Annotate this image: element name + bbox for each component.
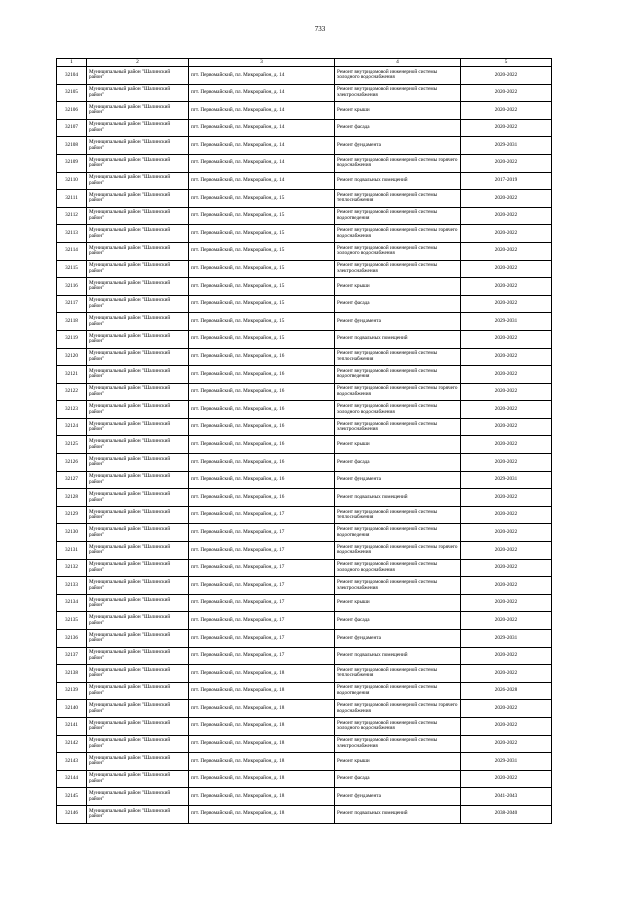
table-row bbox=[57, 383, 552, 401]
row-number-cell: 32143 bbox=[57, 753, 87, 771]
table-row bbox=[57, 577, 552, 595]
period-cell: 2020-2022 bbox=[461, 735, 552, 753]
period-cell: 2020-2022 bbox=[461, 700, 552, 718]
table-row bbox=[57, 401, 552, 419]
district-cell: Муниципальный район "Шалинский район" bbox=[87, 542, 189, 560]
district-cell: Муниципальный район "Шалинский район" bbox=[87, 154, 189, 172]
row-number-cell: 32123 bbox=[57, 401, 87, 419]
period-cell: 2020-2022 bbox=[461, 612, 552, 630]
district-cell: Муниципальный район "Шалинский район" bbox=[87, 436, 189, 454]
row-number-cell: 32104 bbox=[57, 67, 87, 85]
district-cell: Муниципальный район "Шалинский район" bbox=[87, 225, 189, 243]
table-row bbox=[57, 278, 552, 296]
address-cell: пгт. Первомайский, пл. Микрорайон, д. 15 bbox=[189, 242, 335, 260]
district-cell: Муниципальный район "Шалинский район" bbox=[87, 717, 189, 735]
work-type-cell: Ремонт внутридомовой инженерной системы холодного водоснабжения bbox=[335, 67, 461, 85]
address-cell: пгт. Первомайский, пл. Микрорайон, д. 18 bbox=[189, 770, 335, 788]
work-type-cell: Ремонт внутридомовой инженерной системы теплоснабжения bbox=[335, 506, 461, 524]
address-cell: пгт. Первомайский, пл. Микрорайон, д. 15 bbox=[189, 190, 335, 208]
district-cell: Муниципальный район "Шалинский район" bbox=[87, 119, 189, 137]
row-number-cell: 32110 bbox=[57, 172, 87, 190]
work-type-cell: Ремонт внутридомовой инженерной системы водоотведения bbox=[335, 682, 461, 700]
row-number-cell: 32125 bbox=[57, 436, 87, 454]
period-cell: 2020-2022 bbox=[461, 717, 552, 735]
row-number-cell: 32106 bbox=[57, 102, 87, 120]
column-header: 3 bbox=[189, 59, 335, 67]
work-type-cell: Ремонт внутридомовой инженерной системы холодного водоснабжения bbox=[335, 242, 461, 260]
work-type-cell: Ремонт внутридомовой инженерной системы электроснабжения bbox=[335, 418, 461, 436]
work-type-cell: Ремонт фасада bbox=[335, 770, 461, 788]
table-row bbox=[57, 717, 552, 735]
table-row bbox=[57, 542, 552, 560]
table-header-row bbox=[57, 59, 552, 67]
table-row bbox=[57, 313, 552, 331]
period-cell: 2020-2022 bbox=[461, 665, 552, 683]
work-type-cell: Ремонт фундамента bbox=[335, 630, 461, 648]
row-number-cell: 32113 bbox=[57, 225, 87, 243]
work-type-cell: Ремонт крыши bbox=[335, 436, 461, 454]
address-cell: пгт. Первомайский, пл. Микрорайон, д. 17 bbox=[189, 542, 335, 560]
period-cell: 2020-2022 bbox=[461, 154, 552, 172]
work-type-cell: Ремонт внутридомовой инженерной системы электроснабжения bbox=[335, 577, 461, 595]
row-number-cell: 32114 bbox=[57, 242, 87, 260]
address-cell: пгт. Первомайский, пл. Микрорайон, д. 18 bbox=[189, 682, 335, 700]
page-number: 733 bbox=[314, 25, 326, 33]
period-cell: 2029-2031 bbox=[461, 471, 552, 489]
address-cell: пгт. Первомайский, пл. Микрорайон, д. 16 bbox=[189, 436, 335, 454]
table-row bbox=[57, 454, 552, 472]
work-type-cell: Ремонт внутридомовой инженерной системы холодного водоснабжения bbox=[335, 717, 461, 735]
address-cell: пгт. Первомайский, пл. Микрорайон, д. 17 bbox=[189, 506, 335, 524]
table-row bbox=[57, 225, 552, 243]
row-number-cell: 32112 bbox=[57, 207, 87, 225]
address-cell: пгт. Первомайский, пл. Микрорайон, д. 16 bbox=[189, 489, 335, 507]
period-cell: 2020-2022 bbox=[461, 559, 552, 577]
row-number-cell: 32129 bbox=[57, 506, 87, 524]
work-type-cell: Ремонт подвальных помещений bbox=[335, 489, 461, 507]
column-header: 2 bbox=[87, 59, 189, 67]
work-type-cell: Ремонт внутридомовой инженерной системы водоотведения bbox=[335, 207, 461, 225]
column-header: 4 bbox=[335, 59, 461, 67]
period-cell: 2020-2022 bbox=[461, 489, 552, 507]
table-row bbox=[57, 612, 552, 630]
row-number-cell: 32108 bbox=[57, 137, 87, 155]
district-cell: Муниципальный район "Шалинский район" bbox=[87, 278, 189, 296]
period-cell: 2020-2022 bbox=[461, 454, 552, 472]
district-cell: Муниципальный район "Шалинский район" bbox=[87, 735, 189, 753]
row-number-cell: 32145 bbox=[57, 788, 87, 806]
address-cell: пгт. Первомайский, пл. Микрорайон, д. 17 bbox=[189, 612, 335, 630]
table-row bbox=[57, 366, 552, 384]
table-row bbox=[57, 154, 552, 172]
row-number-cell: 32132 bbox=[57, 559, 87, 577]
period-cell: 2020-2022 bbox=[461, 647, 552, 665]
address-cell: пгт. Первомайский, пл. Микрорайон, д. 16 bbox=[189, 418, 335, 436]
work-type-cell: Ремонт внутридомовой инженерной системы горячего водоснабжения bbox=[335, 542, 461, 560]
address-cell: пгт. Первомайский, пл. Микрорайон, д. 14 bbox=[189, 102, 335, 120]
address-cell: пгт. Первомайский, пл. Микрорайон, д. 17 bbox=[189, 559, 335, 577]
table-row bbox=[57, 242, 552, 260]
row-number-cell: 32122 bbox=[57, 383, 87, 401]
district-cell: Муниципальный район "Шалинский район" bbox=[87, 471, 189, 489]
table-row bbox=[57, 753, 552, 771]
address-cell: пгт. Первомайский, пл. Микрорайон, д. 18 bbox=[189, 788, 335, 806]
table-row bbox=[57, 506, 552, 524]
row-number-cell: 32119 bbox=[57, 330, 87, 348]
row-number-cell: 32141 bbox=[57, 717, 87, 735]
period-cell: 2020-2022 bbox=[461, 542, 552, 560]
work-type-cell: Ремонт подвальных помещений bbox=[335, 805, 461, 823]
row-number-cell: 32135 bbox=[57, 612, 87, 630]
period-cell: 2020-2022 bbox=[461, 119, 552, 137]
column-header: 1 bbox=[57, 59, 87, 67]
district-cell: Муниципальный район "Шалинский район" bbox=[87, 454, 189, 472]
district-cell: Муниципальный район "Шалинский район" bbox=[87, 682, 189, 700]
work-type-cell: Ремонт внутридомовой инженерной системы теплоснабжения bbox=[335, 665, 461, 683]
address-cell: пгт. Первомайский, пл. Микрорайон, д. 15 bbox=[189, 313, 335, 331]
district-cell: Муниципальный район "Шалинский район" bbox=[87, 753, 189, 771]
row-number-cell: 32137 bbox=[57, 647, 87, 665]
work-type-cell: Ремонт внутридомовой инженерной системы электроснабжения bbox=[335, 84, 461, 102]
work-type-cell: Ремонт фасада bbox=[335, 295, 461, 313]
period-cell: 2020-2022 bbox=[461, 242, 552, 260]
period-cell: 2020-2022 bbox=[461, 84, 552, 102]
district-cell: Муниципальный район "Шалинский район" bbox=[87, 207, 189, 225]
row-number-cell: 32139 bbox=[57, 682, 87, 700]
work-type-cell: Ремонт внутридомовой инженерной системы горячего водоснабжения bbox=[335, 383, 461, 401]
work-type-cell: Ремонт внутридомовой инженерной системы холодного водоснабжения bbox=[335, 401, 461, 419]
row-number-cell: 32127 bbox=[57, 471, 87, 489]
work-type-cell: Ремонт фундамента bbox=[335, 788, 461, 806]
row-number-cell: 32105 bbox=[57, 84, 87, 102]
work-type-cell: Ремонт внутридомовой инженерной системы водоотведения bbox=[335, 524, 461, 542]
period-cell: 2020-2022 bbox=[461, 295, 552, 313]
district-cell: Муниципальный район "Шалинский район" bbox=[87, 313, 189, 331]
row-number-cell: 32128 bbox=[57, 489, 87, 507]
row-number-cell: 32133 bbox=[57, 577, 87, 595]
address-cell: пгт. Первомайский, пл. Микрорайон, д. 17 bbox=[189, 524, 335, 542]
row-number-cell: 32115 bbox=[57, 260, 87, 278]
district-cell: Муниципальный район "Шалинский район" bbox=[87, 524, 189, 542]
period-cell: 2020-2022 bbox=[461, 383, 552, 401]
district-cell: Муниципальный район "Шалинский район" bbox=[87, 366, 189, 384]
row-number-cell: 32136 bbox=[57, 630, 87, 648]
address-cell: пгт. Первомайский, пл. Микрорайон, д. 15 bbox=[189, 225, 335, 243]
address-cell: пгт. Первомайский, пл. Микрорайон, д. 14 bbox=[189, 154, 335, 172]
table-row bbox=[57, 770, 552, 788]
capital-repair-table bbox=[56, 58, 552, 824]
period-cell: 2020-2022 bbox=[461, 770, 552, 788]
district-cell: Муниципальный район "Шалинский район" bbox=[87, 805, 189, 823]
district-cell: Муниципальный район "Шалинский район" bbox=[87, 489, 189, 507]
district-cell: Муниципальный район "Шалинский район" bbox=[87, 612, 189, 630]
table-row bbox=[57, 436, 552, 454]
address-cell: пгт. Первомайский, пл. Микрорайон, д. 15 bbox=[189, 295, 335, 313]
work-type-cell: Ремонт внутридомовой инженерной системы электроснабжения bbox=[335, 735, 461, 753]
district-cell: Муниципальный район "Шалинский район" bbox=[87, 172, 189, 190]
row-number-cell: 32109 bbox=[57, 154, 87, 172]
work-type-cell: Ремонт внутридомовой инженерной системы горячего водоснабжения bbox=[335, 700, 461, 718]
district-cell: Муниципальный район "Шалинский район" bbox=[87, 295, 189, 313]
period-cell: 2020-2022 bbox=[461, 366, 552, 384]
district-cell: Муниципальный район "Шалинский район" bbox=[87, 647, 189, 665]
district-cell: Муниципальный район "Шалинский район" bbox=[87, 506, 189, 524]
period-cell: 2029-2031 bbox=[461, 313, 552, 331]
row-number-cell: 32142 bbox=[57, 735, 87, 753]
district-cell: Муниципальный район "Шалинский район" bbox=[87, 665, 189, 683]
address-cell: пгт. Первомайский, пл. Микрорайон, д. 14 bbox=[189, 137, 335, 155]
address-cell: пгт. Первомайский, пл. Микрорайон, д. 15 bbox=[189, 330, 335, 348]
row-number-cell: 32131 bbox=[57, 542, 87, 560]
period-cell: 2020-2022 bbox=[461, 594, 552, 612]
district-cell: Муниципальный район "Шалинский район" bbox=[87, 577, 189, 595]
work-type-cell: Ремонт внутридомовой инженерной системы электроснабжения bbox=[335, 260, 461, 278]
address-cell: пгт. Первомайский, пл. Микрорайон, д. 18 bbox=[189, 735, 335, 753]
table-row bbox=[57, 788, 552, 806]
row-number-cell: 32138 bbox=[57, 665, 87, 683]
period-cell: 2020-2022 bbox=[461, 102, 552, 120]
work-type-cell: Ремонт фундамента bbox=[335, 471, 461, 489]
address-cell: пгт. Первомайский, пл. Микрорайон, д. 18 bbox=[189, 717, 335, 735]
row-number-cell: 32140 bbox=[57, 700, 87, 718]
table-row bbox=[57, 102, 552, 120]
address-cell: пгт. Первомайский, пл. Микрорайон, д. 18 bbox=[189, 805, 335, 823]
district-cell: Муниципальный район "Шалинский район" bbox=[87, 260, 189, 278]
work-type-cell: Ремонт подвальных помещений bbox=[335, 647, 461, 665]
period-cell: 2020-2022 bbox=[461, 67, 552, 85]
table-row bbox=[57, 489, 552, 507]
period-cell: 2020-2022 bbox=[461, 225, 552, 243]
address-cell: пгт. Первомайский, пл. Микрорайон, д. 15 bbox=[189, 207, 335, 225]
work-type-cell: Ремонт внутридомовой инженерной системы холодного водоснабжения bbox=[335, 559, 461, 577]
work-type-cell: Ремонт внутридомовой инженерной системы водоотведения bbox=[335, 366, 461, 384]
period-cell: 2017-2019 bbox=[461, 172, 552, 190]
work-type-cell: Ремонт фундамента bbox=[335, 313, 461, 331]
address-cell: пгт. Первомайский, пл. Микрорайон, д. 16 bbox=[189, 471, 335, 489]
row-number-cell: 32107 bbox=[57, 119, 87, 137]
period-cell: 2041-2043 bbox=[461, 788, 552, 806]
row-number-cell: 32130 bbox=[57, 524, 87, 542]
table-row bbox=[57, 137, 552, 155]
period-cell: 2020-2022 bbox=[461, 524, 552, 542]
work-type-cell: Ремонт фасада bbox=[335, 119, 461, 137]
table-row bbox=[57, 594, 552, 612]
period-cell: 2020-2022 bbox=[461, 190, 552, 208]
address-cell: пгт. Первомайский, пл. Микрорайон, д. 17 bbox=[189, 594, 335, 612]
work-type-cell: Ремонт крыши bbox=[335, 102, 461, 120]
address-cell: пгт. Первомайский, пл. Микрорайон, д. 14 bbox=[189, 67, 335, 85]
work-type-cell: Ремонт фасада bbox=[335, 612, 461, 630]
district-cell: Муниципальный район "Шалинский район" bbox=[87, 330, 189, 348]
address-cell: пгт. Первомайский, пл. Микрорайон, д. 18 bbox=[189, 753, 335, 771]
district-cell: Муниципальный район "Шалинский район" bbox=[87, 383, 189, 401]
address-cell: пгт. Первомайский, пл. Микрорайон, д. 15 bbox=[189, 260, 335, 278]
table-row bbox=[57, 418, 552, 436]
address-cell: пгт. Первомайский, пл. Микрорайон, д. 16 bbox=[189, 366, 335, 384]
period-cell: 2029-2031 bbox=[461, 630, 552, 648]
work-type-cell: Ремонт фасада bbox=[335, 454, 461, 472]
row-number-cell: 32126 bbox=[57, 454, 87, 472]
period-cell: 2020-2022 bbox=[461, 330, 552, 348]
period-cell: 2020-2022 bbox=[461, 506, 552, 524]
work-type-cell: Ремонт внутридомовой инженерной системы теплоснабжения bbox=[335, 348, 461, 366]
work-type-cell: Ремонт крыши bbox=[335, 594, 461, 612]
district-cell: Муниципальный район "Шалинский район" bbox=[87, 594, 189, 612]
address-cell: пгт. Первомайский, пл. Микрорайон, д. 15 bbox=[189, 278, 335, 296]
work-type-cell: Ремонт подвальных помещений bbox=[335, 330, 461, 348]
period-cell: 2026-2028 bbox=[461, 682, 552, 700]
row-number-cell: 32121 bbox=[57, 366, 87, 384]
table-row bbox=[57, 330, 552, 348]
table-body bbox=[57, 59, 552, 824]
district-cell: Муниципальный район "Шалинский район" bbox=[87, 770, 189, 788]
address-cell: пгт. Первомайский, пл. Микрорайон, д. 17 bbox=[189, 647, 335, 665]
table-row bbox=[57, 647, 552, 665]
address-cell: пгт. Первомайский, пл. Микрорайон, д. 16 bbox=[189, 454, 335, 472]
table-row bbox=[57, 67, 552, 85]
table-row bbox=[57, 190, 552, 208]
table-row bbox=[57, 700, 552, 718]
row-number-cell: 32134 bbox=[57, 594, 87, 612]
district-cell: Муниципальный район "Шалинский район" bbox=[87, 102, 189, 120]
district-cell: Муниципальный район "Шалинский район" bbox=[87, 700, 189, 718]
district-cell: Муниципальный район "Шалинский район" bbox=[87, 242, 189, 260]
row-number-cell: 32144 bbox=[57, 770, 87, 788]
district-cell: Муниципальный район "Шалинский район" bbox=[87, 401, 189, 419]
district-cell: Муниципальный район "Шалинский район" bbox=[87, 630, 189, 648]
work-type-cell: Ремонт внутридомовой инженерной системы горячего водоснабжения bbox=[335, 154, 461, 172]
period-cell: 2020-2022 bbox=[461, 401, 552, 419]
work-type-cell: Ремонт крыши bbox=[335, 753, 461, 771]
table-row bbox=[57, 630, 552, 648]
period-cell: 2020-2022 bbox=[461, 577, 552, 595]
address-cell: пгт. Первомайский, пл. Микрорайон, д. 14 bbox=[189, 172, 335, 190]
table-row bbox=[57, 260, 552, 278]
row-number-cell: 32124 bbox=[57, 418, 87, 436]
row-number-cell: 32111 bbox=[57, 190, 87, 208]
address-cell: пгт. Первомайский, пл. Микрорайон, д. 17 bbox=[189, 630, 335, 648]
address-cell: пгт. Первомайский, пл. Микрорайон, д. 16 bbox=[189, 401, 335, 419]
period-cell: 2020-2022 bbox=[461, 436, 552, 454]
district-cell: Муниципальный район "Шалинский район" bbox=[87, 84, 189, 102]
row-number-cell: 32120 bbox=[57, 348, 87, 366]
period-cell: 2020-2022 bbox=[461, 207, 552, 225]
period-cell: 2020-2022 bbox=[461, 418, 552, 436]
table-row bbox=[57, 471, 552, 489]
work-type-cell: Ремонт крыши bbox=[335, 278, 461, 296]
district-cell: Муниципальный район "Шалинский район" bbox=[87, 559, 189, 577]
period-cell: 2020-2022 bbox=[461, 348, 552, 366]
period-cell: 2038-2040 bbox=[461, 805, 552, 823]
row-number-cell: 32117 bbox=[57, 295, 87, 313]
work-type-cell: Ремонт внутридомовой инженерной системы теплоснабжения bbox=[335, 190, 461, 208]
row-number-cell: 32116 bbox=[57, 278, 87, 296]
table-row bbox=[57, 805, 552, 823]
table-row bbox=[57, 295, 552, 313]
district-cell: Муниципальный район "Шалинский район" bbox=[87, 418, 189, 436]
address-cell: пгт. Первомайский, пл. Микрорайон, д. 16 bbox=[189, 383, 335, 401]
table-row bbox=[57, 665, 552, 683]
work-type-cell: Ремонт внутридомовой инженерной системы горячего водоснабжения bbox=[335, 225, 461, 243]
district-cell: Муниципальный район "Шалинский район" bbox=[87, 348, 189, 366]
period-cell: 2029-2031 bbox=[461, 137, 552, 155]
table-row bbox=[57, 348, 552, 366]
table-row bbox=[57, 524, 552, 542]
table-row bbox=[57, 119, 552, 137]
table-row bbox=[57, 735, 552, 753]
period-cell: 2020-2022 bbox=[461, 278, 552, 296]
address-cell: пгт. Первомайский, пл. Микрорайон, д. 18 bbox=[189, 700, 335, 718]
table-row bbox=[57, 559, 552, 577]
period-cell: 2020-2022 bbox=[461, 260, 552, 278]
work-type-cell: Ремонт фундамента bbox=[335, 137, 461, 155]
address-cell: пгт. Первомайский, пл. Микрорайон, д. 14 bbox=[189, 84, 335, 102]
district-cell: Муниципальный район "Шалинский район" bbox=[87, 190, 189, 208]
column-header: 5 bbox=[461, 59, 552, 67]
row-number-cell: 32146 bbox=[57, 805, 87, 823]
table-row bbox=[57, 172, 552, 190]
period-cell: 2029-2031 bbox=[461, 753, 552, 771]
table-row bbox=[57, 84, 552, 102]
address-cell: пгт. Первомайский, пл. Микрорайон, д. 16 bbox=[189, 348, 335, 366]
address-cell: пгт. Первомайский, пл. Микрорайон, д. 14 bbox=[189, 119, 335, 137]
district-cell: Муниципальный район "Шалинский район" bbox=[87, 67, 189, 85]
address-cell: пгт. Первомайский, пл. Микрорайон, д. 17 bbox=[189, 577, 335, 595]
address-cell: пгт. Первомайский, пл. Микрорайон, д. 18 bbox=[189, 665, 335, 683]
table-row bbox=[57, 207, 552, 225]
district-cell: Муниципальный район "Шалинский район" bbox=[87, 137, 189, 155]
row-number-cell: 32118 bbox=[57, 313, 87, 331]
work-type-cell: Ремонт подвальных помещений bbox=[335, 172, 461, 190]
table-row bbox=[57, 682, 552, 700]
district-cell: Муниципальный район "Шалинский район" bbox=[87, 788, 189, 806]
